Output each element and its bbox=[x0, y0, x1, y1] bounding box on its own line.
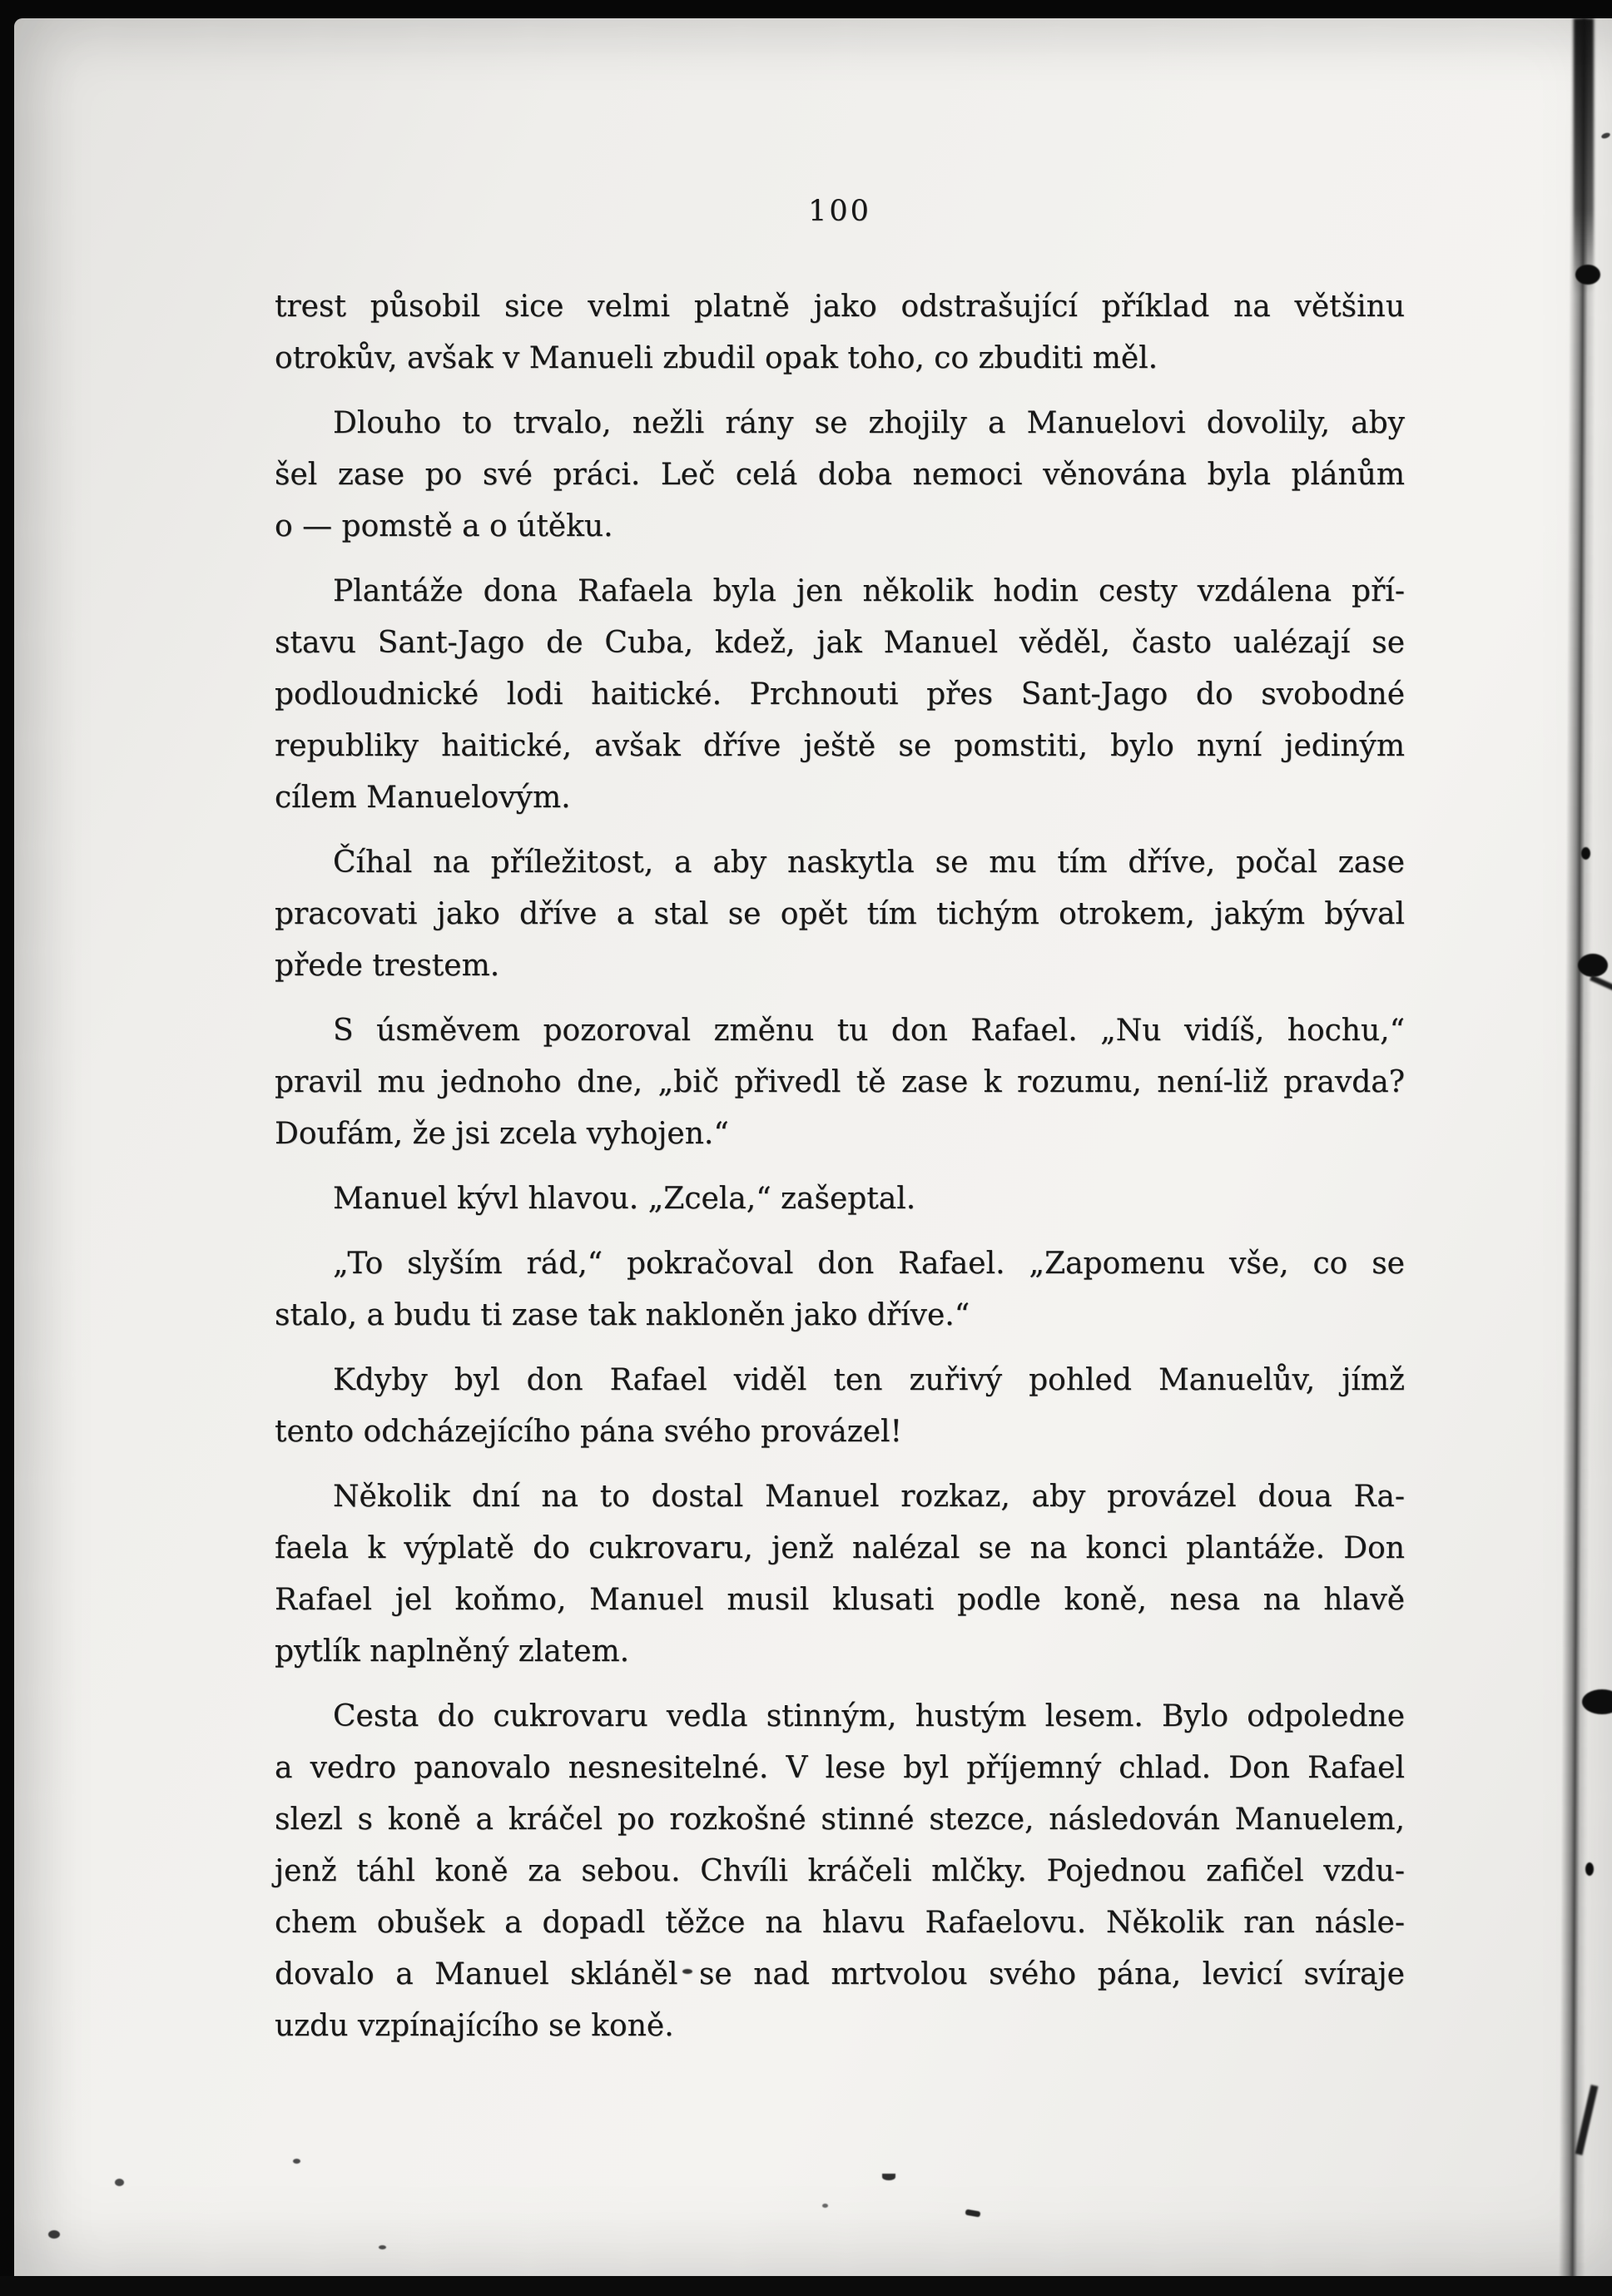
text-line: chem obušek a dopadl těžce na hlavu Rafaelovu. Několik ran násle- bbox=[275, 1906, 1405, 1940]
text-line: faela k výplatě do cukrovaru, jenž nalézal se na konci plantáže. Don bbox=[275, 1531, 1405, 1565]
text-line: o — pomstě a o útěku. bbox=[275, 509, 613, 543]
text-line: pracovati jako dříve a stal se opět tím tichým otrokem, jakým býval bbox=[275, 897, 1405, 931]
text-line: „To slyším rád,“ pokračoval don Rafael. „Zapomenu vše, co se bbox=[333, 1247, 1405, 1281]
paragraph bbox=[275, 1005, 1405, 1160]
paragraph bbox=[275, 566, 1405, 824]
text-line: Manuel kývl hlavou. „Zcela,“ zašeptal. bbox=[333, 1182, 916, 1216]
text-line: pytlík naplněný zlatem. bbox=[275, 1634, 630, 1669]
text-line: dovalo a Manuel skláněl se nad mrtvolou svého pána, levicí svíraje bbox=[275, 1957, 1405, 1991]
dust-speck bbox=[293, 2159, 300, 2164]
text-line: tento odcházejícího pána svého provázel! bbox=[275, 1415, 902, 1449]
ink-blot bbox=[1585, 1862, 1594, 1876]
paragraph bbox=[275, 1691, 1405, 2052]
text-line: jenž táhl koně za sebou. Chvíli kráčeli mlčky. Pojednou zafičel vzdu- bbox=[275, 1854, 1405, 1888]
text-line: Číhal na příležitost, a aby naskytla se mu tím dříve, počal zase bbox=[333, 846, 1405, 880]
paragraph bbox=[275, 837, 1405, 992]
dust-speck bbox=[379, 2245, 386, 2249]
paragraph bbox=[275, 281, 1405, 384]
text-line: Plantáže dona Rafaela byla jen několik hodin cesty vzdálena pří- bbox=[333, 574, 1405, 608]
text-line: Cesta do cukrovaru vedla stinným, hustým lesem. Bylo odpoledne bbox=[333, 1699, 1405, 1733]
text-line: Doufám, že jsi zcela vyhojen.“ bbox=[275, 1117, 729, 1151]
text-line: stavu Sant-Jago de Cuba, kdež, jak Manuel věděl, často ualézají se bbox=[275, 626, 1405, 660]
text-line: šel zase po své práci. Leč celá doba nemoci věnována byla plánům bbox=[275, 458, 1405, 492]
paragraph bbox=[275, 1173, 1405, 1225]
paragraph bbox=[275, 398, 1405, 553]
text-line: slezl s koně a kráčel po rozkošné stinné stezce, následován Manuelem, bbox=[275, 1803, 1405, 1837]
paragraph bbox=[275, 1238, 1405, 1341]
ink-blot bbox=[1581, 847, 1590, 860]
paragraph bbox=[275, 1471, 1405, 1678]
dust-speck bbox=[882, 2174, 895, 2180]
text-line: Kdyby byl don Rafael viděl ten zuřivý pohled Manuelův, jímž bbox=[333, 1363, 1405, 1397]
text-line: Několik dní na to dostal Manuel rozkaz, aby provázel doua Ra- bbox=[333, 1480, 1405, 1514]
text-line: republiky haitické, avšak dříve ještě se pomstiti, bylo nyní jediným bbox=[275, 729, 1405, 763]
page-number: 100 bbox=[808, 195, 871, 228]
dust-speck bbox=[48, 2230, 60, 2239]
text-line: přede trestem. bbox=[275, 949, 500, 983]
text-line: a vedro panovalo nesnesitelné. V lese byl příjemný chlad. Don Rafael bbox=[275, 1751, 1405, 1785]
body-text bbox=[275, 281, 1405, 2065]
page-edge-shadow-top bbox=[1574, 18, 1594, 293]
text-line: Dlouho to trvalo, nežli rány se zhojily a Manuelovi dovolily, aby bbox=[333, 406, 1405, 440]
text-line: stalo, a budu ti zase tak nakloněn jako dříve.“ bbox=[275, 1298, 970, 1332]
text-line: cílem Manuelovým. bbox=[275, 781, 571, 815]
dust-speck bbox=[822, 2204, 828, 2208]
text-line: pravil mu jednoho dne, „bič přivedl tě zase k rozumu, není-liž pravda? bbox=[275, 1065, 1405, 1099]
ink-blot bbox=[1578, 954, 1608, 977]
scan-frame-bottom bbox=[0, 2276, 1612, 2296]
text-line: podloudnické lodi haitické. Prchnouti přes Sant-Jago do svobodné bbox=[275, 677, 1405, 712]
text-line: otrokův, avšak v Manueli zbudil opak toho, co zbuditi měl. bbox=[275, 341, 1158, 375]
paragraph bbox=[275, 1355, 1405, 1458]
ink-blot bbox=[1575, 265, 1600, 285]
dust-speck bbox=[115, 2179, 124, 2186]
text-line: uzdu vzpínajícího se koně. bbox=[275, 2009, 674, 2043]
text-line: trest působil sice velmi platně jako odstrašující příklad na většinu bbox=[275, 290, 1405, 324]
text-line: Rafael jel koňmo, Manuel musil klusati podle koně, nesa na hlavě bbox=[275, 1583, 1405, 1617]
text-line: S úsměvem pozoroval změnu tu don Rafael. „Nu vidíš, hochu,“ bbox=[333, 1014, 1405, 1048]
